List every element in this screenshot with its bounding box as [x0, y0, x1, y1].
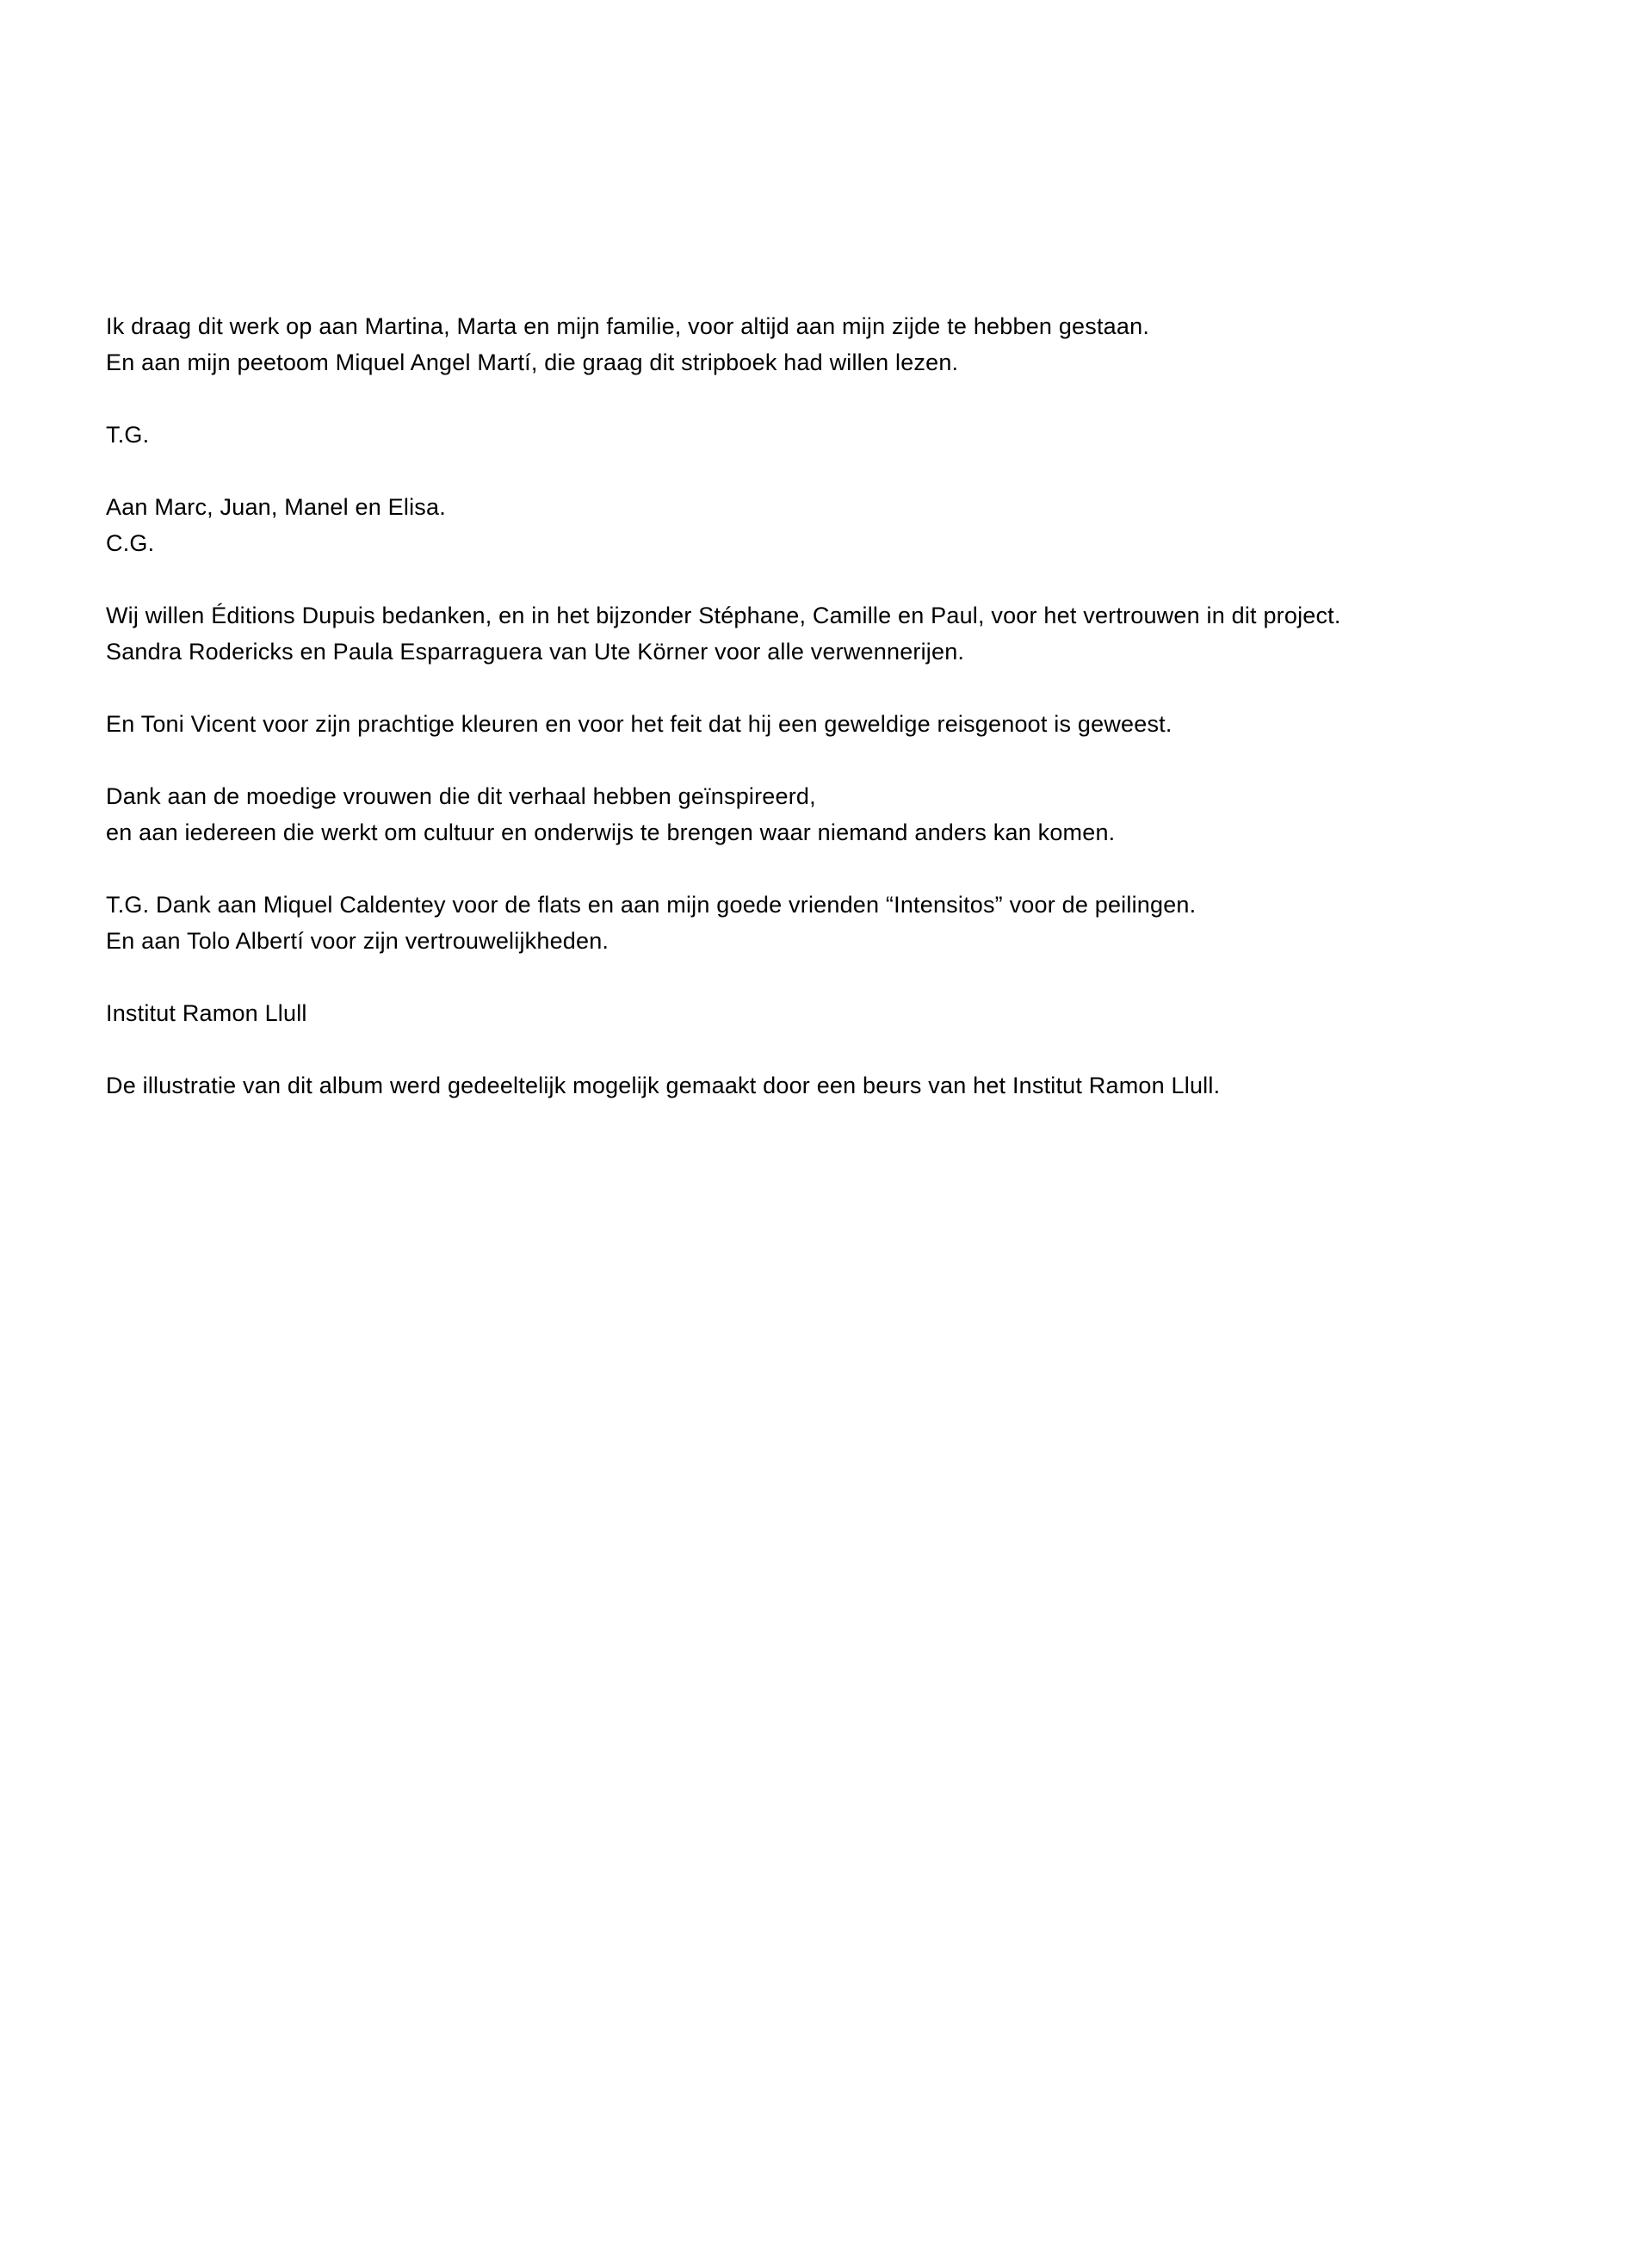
text-line: En aan Tolo Albertí voor zijn vertrouwelijkheden.: [106, 928, 609, 954]
paragraph-thanks-friends: [106, 887, 1566, 959]
text-line: De illustratie van dit album werd gedeeltelijk mogelijk gemaakt door een beurs van het Institut Ramon Llull.: [106, 1073, 1221, 1098]
paragraph-thanks-publisher: [106, 597, 1566, 670]
text-line: Aan Marc, Juan, Manel en Elisa.: [106, 494, 446, 520]
text-line: T.G. Dank aan Miquel Caldentey voor de flats en aan mijn goede vrienden “Intensitos” voor de peilingen.: [106, 892, 1197, 918]
paragraph-dedication: [106, 308, 1566, 380]
text-line: C.G.: [106, 530, 155, 556]
paragraph-thanks-colorist: [106, 706, 1566, 742]
paragraph-thanks-women: [106, 778, 1566, 850]
text-line: en aan iedereen die werkt om cultuur en onderwijs te brengen waar niemand anders kan komen.: [106, 819, 1116, 845]
paragraph-dedication-cg: [106, 489, 1566, 561]
text-line: Wij willen Éditions Dupuis bedanken, en in het bijzonder Stéphane, Camille en Paul, voor het vertrouwen in dit project.: [106, 603, 1341, 628]
paragraph-initials-tg: [106, 417, 1566, 453]
text-line: Sandra Rodericks en Paula Esparraguera van Ute Körner voor alle verwennerijen.: [106, 639, 965, 665]
dedication-text-block: [106, 308, 1566, 1104]
text-line: Institut Ramon Llull: [106, 1000, 307, 1026]
text-line: En Toni Vicent voor zijn prachtige kleuren en voor het feit dat hij een geweldige reisgenoot is geweest.: [106, 711, 1172, 737]
text-line: T.G.: [106, 422, 150, 448]
paragraph-institut-name: [106, 995, 1566, 1031]
text-line: Ik draag dit werk op aan Martina, Marta en mijn familie, voor altijd aan mijn zijde te hebben gestaan.: [106, 313, 1150, 339]
text-line: En aan mijn peetoom Miquel Angel Martí, die graag dit stripboek had willen lezen.: [106, 349, 959, 375]
paragraph-grant-note: [106, 1067, 1566, 1104]
text-line: Dank aan de moedige vrouwen die dit verhaal hebben geïnspireerd,: [106, 783, 816, 809]
